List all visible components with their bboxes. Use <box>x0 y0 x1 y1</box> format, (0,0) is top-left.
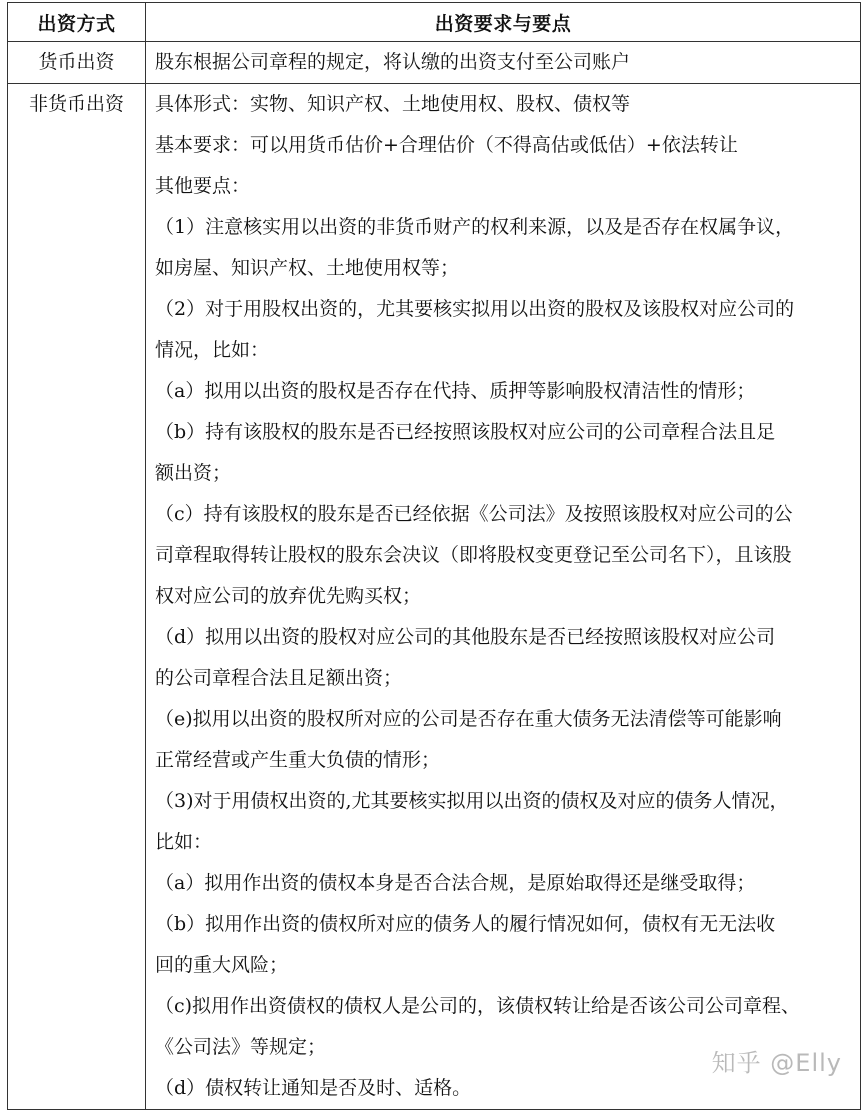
desc-line: 的公司章程合法且足额出资； <box>155 667 403 689</box>
desc-line: 《公司法》等规定； <box>155 1036 327 1058</box>
zhihu-watermark: 知乎 @Elly <box>711 1049 842 1077</box>
desc-line: （c）持有该股权的股东是否已经依据《公司法》及按照该股权对应公司的公 <box>155 503 793 525</box>
header-method: 出资方式 <box>8 3 146 42</box>
desc-line: 基本要求：可以用货币估价+合理估价（不得高估或低估）+依法转让 <box>155 134 738 156</box>
header-row <box>8 3 861 42</box>
desc-line: （b）拟用作出资的债权所对应的债务人的履行情况如何，债权有无无法收 <box>155 913 776 935</box>
desc-cash: 股东根据公司章程的规定，将认缴的出资支付至公司账户 <box>146 42 861 84</box>
desc-line: 回的重大风险； <box>155 954 289 976</box>
desc-line: 司章程取得转让股权的股东会决议（即将股权变更登记至公司名下），且该股 <box>155 544 792 566</box>
method-noncash: 非货币出资 <box>8 84 146 1110</box>
desc-line: （d）拟用以出资的股权对应公司的其他股东是否已经按照该股权对应公司 <box>155 626 776 648</box>
desc-line: （b）持有该股权的股东是否已经按照该股权对应公司的公司章程合法且足 <box>155 421 776 443</box>
header-requirements: 出资要求与要点 <box>146 3 861 42</box>
desc-line: （a）拟用作出资的债权本身是否合法合规，是原始取得还是继受取得； <box>155 872 756 894</box>
desc-line: 正常经营或产生重大负债的情形； <box>155 749 441 771</box>
desc-line: 其他要点： <box>155 175 251 197</box>
method-cash: 货币出资 <box>8 42 146 84</box>
desc-line: （a）拟用以出资的股权是否存在代持、质押等影响股权清洁性的情形； <box>155 380 756 402</box>
desc-line: 比如： <box>155 831 213 853</box>
capital-contribution-table <box>7 2 861 1110</box>
desc-line: （e)拟用以出资的股权所对应的公司是否存在重大债务无法清偿等可能影响 <box>155 708 782 730</box>
desc-line: （3)对于用债权出资的,尤其要核实拟用以出资的债权及对应的债务人情况， <box>155 790 789 812</box>
desc-line: （1）注意核实用以出资的非货币财产的权利来源，以及是否存在权属争议， <box>155 216 795 238</box>
desc-line: 额出资； <box>155 462 232 484</box>
desc-line: 具体形式：实物、知识产权、土地使用权、股权、债权等 <box>155 93 631 115</box>
desc-line: 如房屋、知识产权、土地使用权等； <box>155 257 460 279</box>
desc-line: （c)拟用作出资债权的债权人是公司的，该债权转让给是否该公司公司章程、 <box>155 995 801 1017</box>
desc-line: 情况，比如： <box>155 339 270 361</box>
desc-line: （d）债权转让通知是否及时、适格。 <box>155 1077 472 1099</box>
desc-line: 权对应公司的放弃优先购买权； <box>155 585 422 607</box>
desc-line: （2）对于用股权出资的，尤其要核实拟用以出资的股权及该股权对应公司的 <box>155 298 795 320</box>
desc-noncash <box>146 84 861 1110</box>
table-row-noncash <box>8 84 861 1110</box>
table-row-cash <box>8 42 861 84</box>
